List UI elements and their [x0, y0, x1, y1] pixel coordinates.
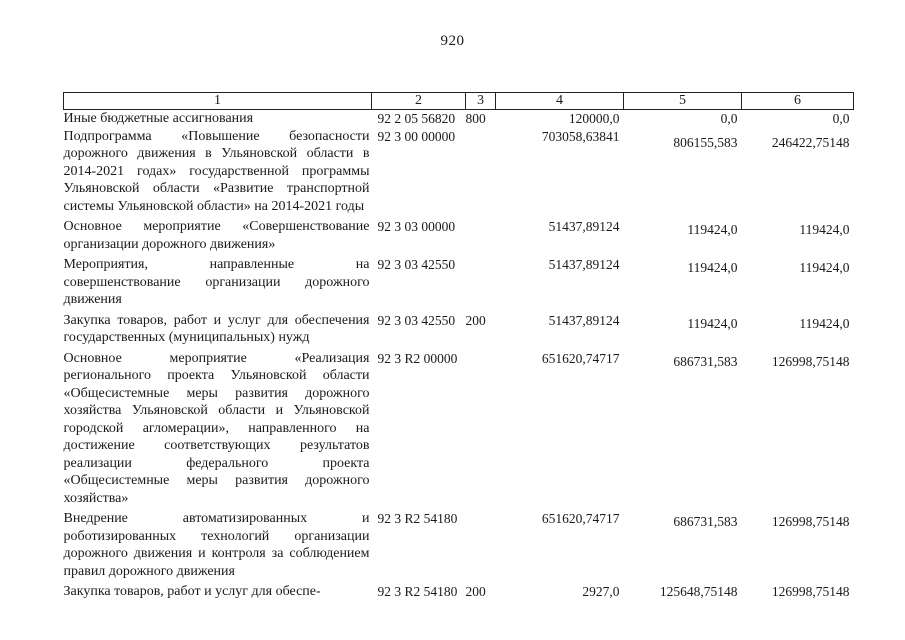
- row-kvr: 200: [465, 584, 486, 599]
- row-name: Основное мероприятие «Совершенствование организации дорожного движения»: [63, 219, 370, 252]
- row-value-4: 120000,0: [568, 111, 620, 126]
- table-row: [64, 253, 854, 309]
- row-code: 92 3 R2 54180: [377, 511, 458, 526]
- table-row: [64, 507, 854, 580]
- row-value-4: 51437,89124: [548, 312, 620, 328]
- row-code: 92 3 R2 00000: [377, 350, 458, 366]
- header-col-4: 4: [496, 93, 624, 110]
- row-value-4: 651620,74717: [541, 511, 620, 526]
- page-number: 920: [440, 33, 465, 49]
- row-kvr: 200: [465, 312, 486, 328]
- row-value-5: 806155,583: [673, 134, 738, 150]
- header-col-5: 5: [624, 93, 742, 110]
- budget-table: [63, 92, 854, 601]
- row-value-6: 0,0: [832, 111, 850, 126]
- row-value-5: 0,0: [720, 111, 738, 126]
- row-value-4: 651620,74717: [541, 350, 620, 366]
- row-value-4: 51437,89124: [548, 219, 620, 234]
- row-value-6: 126998,75148: [771, 584, 850, 599]
- row-kvr: [466, 507, 496, 580]
- table-row: [64, 347, 854, 508]
- row-value-6: 246422,75148: [771, 134, 850, 150]
- row-kvr: [466, 253, 496, 309]
- row-name: Закупка товаров, работ и услуг для обеспе-: [63, 584, 321, 599]
- row-code: 92 3 03 42550: [377, 257, 456, 272]
- row-value-6: 126998,75148: [771, 514, 850, 529]
- row-value-4: 51437,89124: [548, 257, 620, 272]
- row-name: Мероприятия, направленные на совершенствование организации дорожного движения: [63, 257, 370, 307]
- row-name: Подпрограмма «Повышение безопасности дорожного движения в Ульяновской области в 2014-2021 годах» государственной программы Ульяновской области «Развитие транспортной системы Ульяновской области» на 2014-2021 годы: [63, 128, 370, 214]
- row-kvr: [466, 128, 496, 216]
- table-header-row: [64, 93, 854, 110]
- header-col-6: 6: [742, 93, 854, 110]
- row-value-4: 703058,63841: [541, 128, 620, 144]
- row-value-5: 686731,583: [673, 514, 738, 529]
- table-row: [64, 110, 854, 128]
- row-code: 92 3 00 00000: [377, 128, 456, 144]
- table-row: [64, 309, 854, 347]
- row-value-5: 125648,75148: [659, 584, 738, 599]
- row-value-6: 119424,0: [799, 315, 850, 331]
- row-value-5: 119424,0: [687, 315, 738, 331]
- row-name: Основное мероприятие «Реализация регионального проекта Ульяновской области «Общесистемные меры развития дорожного хозяйства Ульяновской области и Ульяновской городской агломерации», направленного на достижение соответствующих результатов реализации федерального проекта «Общесистемные меры развития дорожного хозяйства»: [63, 350, 370, 506]
- table-row: [64, 215, 854, 253]
- table-row: [64, 128, 854, 216]
- row-value-6: 119424,0: [799, 222, 850, 237]
- row-kvr: [466, 347, 496, 508]
- row-code: 92 2 05 56820: [377, 111, 456, 126]
- table-row: [64, 580, 854, 601]
- row-code: 92 3 03 00000: [377, 219, 456, 234]
- row-value-5: 119424,0: [687, 222, 738, 237]
- row-code: 92 3 R2 54180: [377, 584, 458, 599]
- row-value-5: 686731,583: [673, 353, 738, 369]
- row-kvr: 800: [465, 111, 486, 126]
- header-col-1: 1: [64, 93, 372, 110]
- row-value-5: 119424,0: [687, 260, 738, 275]
- row-name: Закупка товаров, работ и услуг для обеспечения государственных (муниципальных) нужд: [63, 312, 370, 345]
- row-kvr: [466, 215, 496, 253]
- row-code: 92 3 03 42550: [377, 312, 456, 328]
- row-value-6: 126998,75148: [771, 353, 850, 369]
- header-col-2: 2: [372, 93, 466, 110]
- row-value-6: 119424,0: [799, 260, 850, 275]
- row-name: Внедрение автоматизированных и роботизированных технологий организации дорожного движения и контроля за соблюдением правил дорожного движения: [63, 511, 370, 579]
- row-name: Иные бюджетные ассигнования: [63, 111, 254, 126]
- header-col-3: 3: [466, 93, 496, 110]
- row-value-4: 2927,0: [582, 584, 620, 599]
